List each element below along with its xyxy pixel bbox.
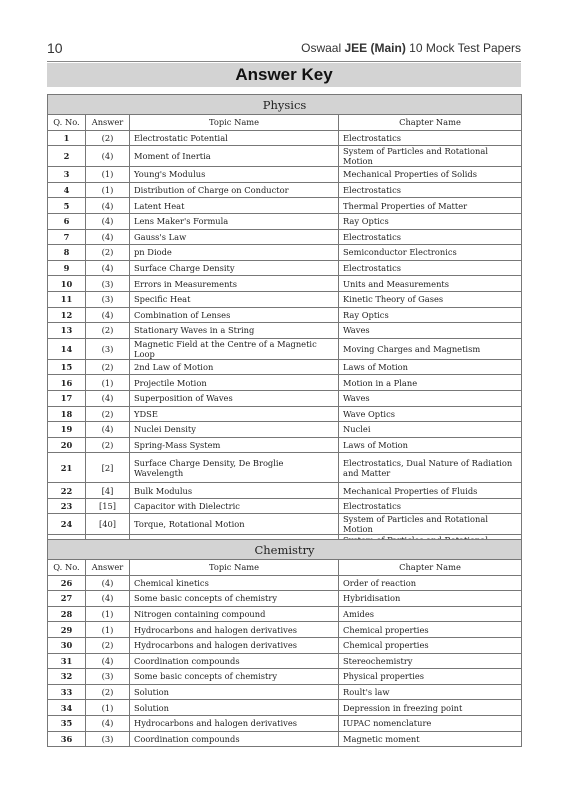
topic-name-cell: Nitrogen containing compound — [130, 606, 339, 622]
topic-name-cell: Solution — [130, 700, 339, 716]
table-row — [48, 453, 522, 483]
answer-cell: [2] — [86, 453, 130, 483]
physics-table-body — [48, 130, 522, 556]
table-row — [48, 130, 522, 146]
book-title-exam: JEE (Main) — [344, 41, 406, 55]
answer-cell: (4) — [86, 591, 130, 607]
table-row — [48, 213, 522, 229]
answer-cell: (2) — [86, 437, 130, 453]
table-row — [48, 338, 522, 359]
chapter-name-cell: Kinetic Theory of Gases — [339, 291, 522, 307]
chapter-name-cell: Electrostatics — [339, 260, 522, 276]
answer-cell: (2) — [86, 323, 130, 339]
table-row — [48, 684, 522, 700]
answer-cell: (3) — [86, 338, 130, 359]
question-number-cell: 31 — [48, 653, 86, 669]
chapter-name-cell: Physical properties — [339, 669, 522, 685]
answer-cell: (2) — [86, 359, 130, 375]
answer-cell: (1) — [86, 375, 130, 391]
topic-name-cell: Latent Heat — [130, 198, 339, 214]
table-row — [48, 390, 522, 406]
table-row — [48, 260, 522, 276]
chemistry-answer-table — [47, 539, 522, 747]
topic-name-cell: Young's Modulus — [130, 167, 339, 183]
question-number-cell: 27 — [48, 591, 86, 607]
answer-cell: [40] — [86, 514, 130, 535]
table-row — [48, 514, 522, 535]
table-row — [48, 291, 522, 307]
topic-name-cell: Specific Heat — [130, 291, 339, 307]
topic-name-cell: Moment of Inertia — [130, 146, 339, 167]
topic-name-cell: 2nd Law of Motion — [130, 359, 339, 375]
table-row — [48, 622, 522, 638]
section-title-chemistry: Chemistry — [48, 540, 522, 560]
answer-cell: (1) — [86, 606, 130, 622]
chapter-name-cell: IUPAC nomenclature — [339, 715, 522, 731]
answer-cell: (4) — [86, 146, 130, 167]
question-number-cell: 6 — [48, 213, 86, 229]
table-row — [48, 182, 522, 198]
answer-cell: (2) — [86, 406, 130, 422]
column-header-chapter: Chapter Name — [339, 560, 522, 576]
topic-name-cell: Lens Maker's Formula — [130, 213, 339, 229]
question-number-cell: 24 — [48, 514, 86, 535]
topic-name-cell: Some basic concepts of chemistry — [130, 591, 339, 607]
table-row — [48, 606, 522, 622]
table-row — [48, 437, 522, 453]
chapter-name-cell: Thermal Properties of Matter — [339, 198, 522, 214]
question-number-cell: 5 — [48, 198, 86, 214]
question-number-cell: 36 — [48, 731, 86, 747]
table-row — [48, 359, 522, 375]
table-row — [48, 198, 522, 214]
topic-name-cell: Capacitor with Dielectric — [130, 498, 339, 514]
topic-name-cell: Gauss's Law — [130, 229, 339, 245]
table-row — [48, 637, 522, 653]
table-row — [48, 591, 522, 607]
question-number-cell: 28 — [48, 606, 86, 622]
topic-name-cell: Hydrocarbons and halogen derivatives — [130, 715, 339, 731]
question-number-cell: 1 — [48, 130, 86, 146]
topic-name-cell: Torque, Rotational Motion — [130, 514, 339, 535]
topic-name-cell: YDSE — [130, 406, 339, 422]
answer-cell: (2) — [86, 245, 130, 261]
answer-cell: [15] — [86, 498, 130, 514]
topic-name-cell: Electrostatic Potential — [130, 130, 339, 146]
answer-cell: (3) — [86, 669, 130, 685]
question-number-cell: 3 — [48, 167, 86, 183]
topic-name-cell: Combination of Lenses — [130, 307, 339, 323]
answer-cell: (4) — [86, 229, 130, 245]
book-title — [301, 41, 521, 55]
table-row — [48, 245, 522, 261]
answer-key-title: Answer Key — [47, 63, 521, 87]
column-header-qno: Q. No. — [48, 560, 86, 576]
table-row — [48, 146, 522, 167]
answer-cell: (2) — [86, 684, 130, 700]
column-header-qno: Q. No. — [48, 115, 86, 131]
question-number-cell: 19 — [48, 422, 86, 438]
table-row — [48, 498, 522, 514]
chapter-name-cell: Ray Optics — [339, 213, 522, 229]
chapter-name-cell: Hybridisation — [339, 591, 522, 607]
topic-name-cell: Coordination compounds — [130, 731, 339, 747]
answer-cell: (4) — [86, 213, 130, 229]
column-header-topic: Topic Name — [130, 115, 339, 131]
chapter-name-cell: Wave Optics — [339, 406, 522, 422]
topic-name-cell: Surface Charge Density — [130, 260, 339, 276]
page-number: 10 — [47, 40, 63, 56]
topic-name-cell: Hydrocarbons and halogen derivatives — [130, 637, 339, 653]
question-number-cell: 11 — [48, 291, 86, 307]
answer-cell: (4) — [86, 260, 130, 276]
question-number-cell: 22 — [48, 483, 86, 499]
chapter-name-cell: Ray Optics — [339, 307, 522, 323]
answer-cell: (4) — [86, 307, 130, 323]
question-number-cell: 2 — [48, 146, 86, 167]
table-row — [48, 669, 522, 685]
topic-name-cell: Bulk Modulus — [130, 483, 339, 499]
table-row — [48, 731, 522, 747]
question-number-cell: 16 — [48, 375, 86, 391]
table-row — [48, 276, 522, 292]
chapter-name-cell: Electrostatics — [339, 229, 522, 245]
chapter-name-cell: System of Particles and Rotational Motion — [339, 514, 522, 535]
topic-name-cell: Errors in Measurements — [130, 276, 339, 292]
physics-answer-table — [47, 94, 522, 556]
answer-cell: (1) — [86, 182, 130, 198]
chapter-name-cell: Electrostatics — [339, 182, 522, 198]
chapter-name-cell: Motion in a Plane — [339, 375, 522, 391]
chapter-name-cell: Units and Measurements — [339, 276, 522, 292]
section-title-physics: Physics — [48, 95, 522, 115]
topic-name-cell: Chemical kinetics — [130, 575, 339, 591]
answer-cell: (3) — [86, 276, 130, 292]
table-row — [48, 229, 522, 245]
chapter-name-cell: Semiconductor Electronics — [339, 245, 522, 261]
chapter-name-cell: Moving Charges and Magnetism — [339, 338, 522, 359]
page-header — [47, 40, 521, 60]
table-row — [48, 715, 522, 731]
table-row — [48, 653, 522, 669]
chapter-name-cell: Mechanical Properties of Solids — [339, 167, 522, 183]
table-row — [48, 307, 522, 323]
chapter-name-cell: Electrostatics, Dual Nature of Radiation and Matter — [339, 453, 522, 483]
question-number-cell: 18 — [48, 406, 86, 422]
question-number-cell: 10 — [48, 276, 86, 292]
chapter-name-cell: Chemical properties — [339, 622, 522, 638]
table-row — [48, 406, 522, 422]
chapter-name-cell: Waves — [339, 323, 522, 339]
question-number-cell: 17 — [48, 390, 86, 406]
question-number-cell: 9 — [48, 260, 86, 276]
topic-name-cell: Solution — [130, 684, 339, 700]
chapter-name-cell: Depression in freezing point — [339, 700, 522, 716]
chapter-name-cell: Laws of Motion — [339, 437, 522, 453]
chapter-name-cell: Nuclei — [339, 422, 522, 438]
topic-name-cell: Stationary Waves in a String — [130, 323, 339, 339]
answer-cell: (3) — [86, 291, 130, 307]
book-title-prefix: Oswaal — [301, 41, 345, 55]
chapter-name-cell: System of Particles and Rotational Motion — [339, 146, 522, 167]
answer-cell: (4) — [86, 575, 130, 591]
topic-name-cell: Surface Charge Density, De Broglie Wavelength — [130, 453, 339, 483]
question-number-cell: 33 — [48, 684, 86, 700]
question-number-cell: 20 — [48, 437, 86, 453]
topic-name-cell: pn Diode — [130, 245, 339, 261]
topic-name-cell: Distribution of Charge on Conductor — [130, 182, 339, 198]
table-row — [48, 323, 522, 339]
column-header-answer: Answer — [86, 115, 130, 131]
question-number-cell: 7 — [48, 229, 86, 245]
question-number-cell: 35 — [48, 715, 86, 731]
topic-name-cell: Nuclei Density — [130, 422, 339, 438]
question-number-cell: 34 — [48, 700, 86, 716]
chapter-name-cell: Amides — [339, 606, 522, 622]
answer-cell: (1) — [86, 622, 130, 638]
column-header-answer: Answer — [86, 560, 130, 576]
table-row — [48, 422, 522, 438]
chapter-name-cell: Waves — [339, 390, 522, 406]
question-number-cell: 13 — [48, 323, 86, 339]
chemistry-table-body — [48, 575, 522, 747]
column-header-topic: Topic Name — [130, 560, 339, 576]
answer-cell: (4) — [86, 422, 130, 438]
answer-cell: (2) — [86, 637, 130, 653]
book-title-suffix: 10 Mock Test Papers — [405, 41, 521, 55]
chapter-name-cell: Order of reaction — [339, 575, 522, 591]
answer-cell: (2) — [86, 130, 130, 146]
topic-name-cell: Hydrocarbons and halogen derivatives — [130, 622, 339, 638]
question-number-cell: 12 — [48, 307, 86, 323]
topic-name-cell: Spring-Mass System — [130, 437, 339, 453]
question-number-cell: 14 — [48, 338, 86, 359]
question-number-cell: 32 — [48, 669, 86, 685]
answer-cell: (4) — [86, 198, 130, 214]
topic-name-cell: Magnetic Field at the Centre of a Magnetic Loop — [130, 338, 339, 359]
chapter-name-cell: Roult's law — [339, 684, 522, 700]
answer-cell: (1) — [86, 700, 130, 716]
question-number-cell: 8 — [48, 245, 86, 261]
question-number-cell: 4 — [48, 182, 86, 198]
chapter-name-cell: Electrostatics — [339, 498, 522, 514]
question-number-cell: 15 — [48, 359, 86, 375]
answer-cell: (3) — [86, 731, 130, 747]
topic-name-cell: Some basic concepts of chemistry — [130, 669, 339, 685]
chapter-name-cell: Laws of Motion — [339, 359, 522, 375]
column-header-chapter: Chapter Name — [339, 115, 522, 131]
answer-cell: (4) — [86, 715, 130, 731]
chapter-name-cell: Chemical properties — [339, 637, 522, 653]
topic-name-cell: Projectile Motion — [130, 375, 339, 391]
answer-cell: (1) — [86, 167, 130, 183]
table-row — [48, 700, 522, 716]
chapter-name-cell: Electrostatics — [339, 130, 522, 146]
question-number-cell: 30 — [48, 637, 86, 653]
chapter-name-cell: Mechanical Properties of Fluids — [339, 483, 522, 499]
question-number-cell: 21 — [48, 453, 86, 483]
header-rule — [47, 61, 521, 62]
table-row — [48, 575, 522, 591]
question-number-cell: 23 — [48, 498, 86, 514]
answer-cell: [4] — [86, 483, 130, 499]
answer-cell: (4) — [86, 653, 130, 669]
answer-cell: (4) — [86, 390, 130, 406]
table-row — [48, 167, 522, 183]
table-row — [48, 483, 522, 499]
chapter-name-cell: Stereochemistry — [339, 653, 522, 669]
question-number-cell: 26 — [48, 575, 86, 591]
topic-name-cell: Coordination compounds — [130, 653, 339, 669]
table-row — [48, 375, 522, 391]
chapter-name-cell: Magnetic moment — [339, 731, 522, 747]
topic-name-cell: Superposition of Waves — [130, 390, 339, 406]
question-number-cell: 29 — [48, 622, 86, 638]
